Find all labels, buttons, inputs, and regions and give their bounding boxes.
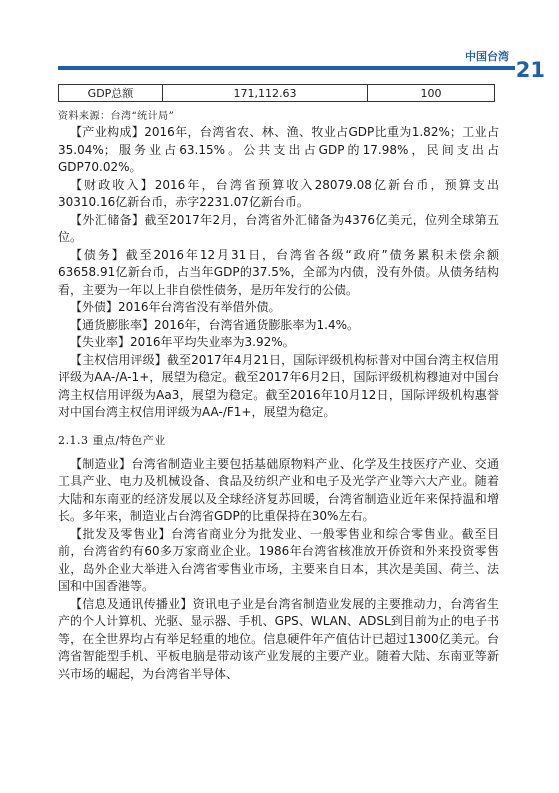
document-body xyxy=(58,107,499,683)
paragraph-industry-structure: 【产业构成】2016年，台湾省农、林、渔、牧业占GDP比重为1.82%；工业占35.04%；服务业占63.15%。公共支出占GDP的17.98%，民间支出占GDP70.02%。 xyxy=(58,125,499,174)
paragraph-manufacturing: 【制造业】台湾省制造业主要包括基础原物料产业、化学及生技医疗产业、交通工具产业、电力及机械设备、食品及纺织产业和电子及光学产业等六大产业。随着大陆和东南亚的经济发展以及全球经济复苏回暖，台湾省制造业近年来保持温和增长。多年来，制造业占台湾省GDP的比重保持在30%左右。 xyxy=(58,456,499,523)
table-cell: 100 xyxy=(368,85,495,102)
paragraph-fiscal-revenue: 【财政收入】2016年，台湾省预算收入28079.08亿新台币，预算支出30310.16亿新台币，赤字2231.07亿新台币。 xyxy=(58,177,499,209)
paragraph-external-debt: 【外债】2016年台湾省没有举借外债。 xyxy=(70,300,281,314)
table-cell: 171,112.63 xyxy=(163,85,368,102)
paragraph-wholesale-retail: 【批发及零售业】台湾省商业分为批发业、一般零售业和综合零售业。截至目前，台湾省约有60多万家商业企业。1986年台湾省核准放开侨资和外来投资零售业，岛外企业大举进入台湾省零售业市场，主要来自日本，其次是美国、荷兰、法国和中国香港等。 xyxy=(58,526,499,593)
paragraph-credit-rating: 【主权信用评级】截至2017年4月21日，国际评级机构标普对中国台湾主权信用评级为AA-/A-1+，展望为稳定。截至2017年6月2日，国际评级机构穆迪对中国台湾主权信用评级为Aa3，展望为稳定。截至2016年10月12日，国际评级机构惠誉对中国台湾主权信用评级为AA-/F1+，展望为稳定。 xyxy=(58,352,499,419)
paragraph-debt: 【债务】截至2016年12月31日，台湾省各级“政府”债务累积未偿余额63658.91亿新台币，占当年GDP的37.5%，全部为内债，没有外债。从债务结构看，主要为一年以上非自偿性债务，是历年发行的公债。 xyxy=(58,247,499,297)
paragraph-inflation: 【通货膨胀率】2016年，台湾省通货膨胀率为1.4%。 xyxy=(70,317,360,332)
page-number: 21 xyxy=(515,58,545,82)
paragraph-forex-reserves: 【外汇储备】截至2017年2月，台湾省外汇储备为4376亿美元，位列全球第五位。 xyxy=(58,212,499,244)
header-rule xyxy=(58,66,515,70)
table-cell: GDP总额 xyxy=(59,85,163,102)
source-note: 资料来源：台湾“统计局” xyxy=(58,111,175,122)
paragraph-ict: 【信息及通讯传播业】资讯电子业是台湾省制造业发展的主要推动力，台湾省生产的个人计算机、光驱、显示器、手机、GPS、WLAN、ADSL到目前为止的电子书等，在全世界均占有举足轻重的地位。信息硬件年产值估计已超过1300亿美元。台湾省智能型手机、平板电脑是带动该产业发展的主要产业。随着大陆、东南亚等新兴市场的崛起，为台湾省半导体、 xyxy=(58,596,499,681)
table-row xyxy=(59,85,495,102)
section-heading: 2.1.3 重点/特色产业 xyxy=(58,433,166,447)
header-title: 中国台湾 xyxy=(465,50,509,63)
paragraph-unemployment: 【失业率】2016年平均失业率为3.92%。 xyxy=(70,335,295,349)
gdp-table xyxy=(58,84,495,102)
